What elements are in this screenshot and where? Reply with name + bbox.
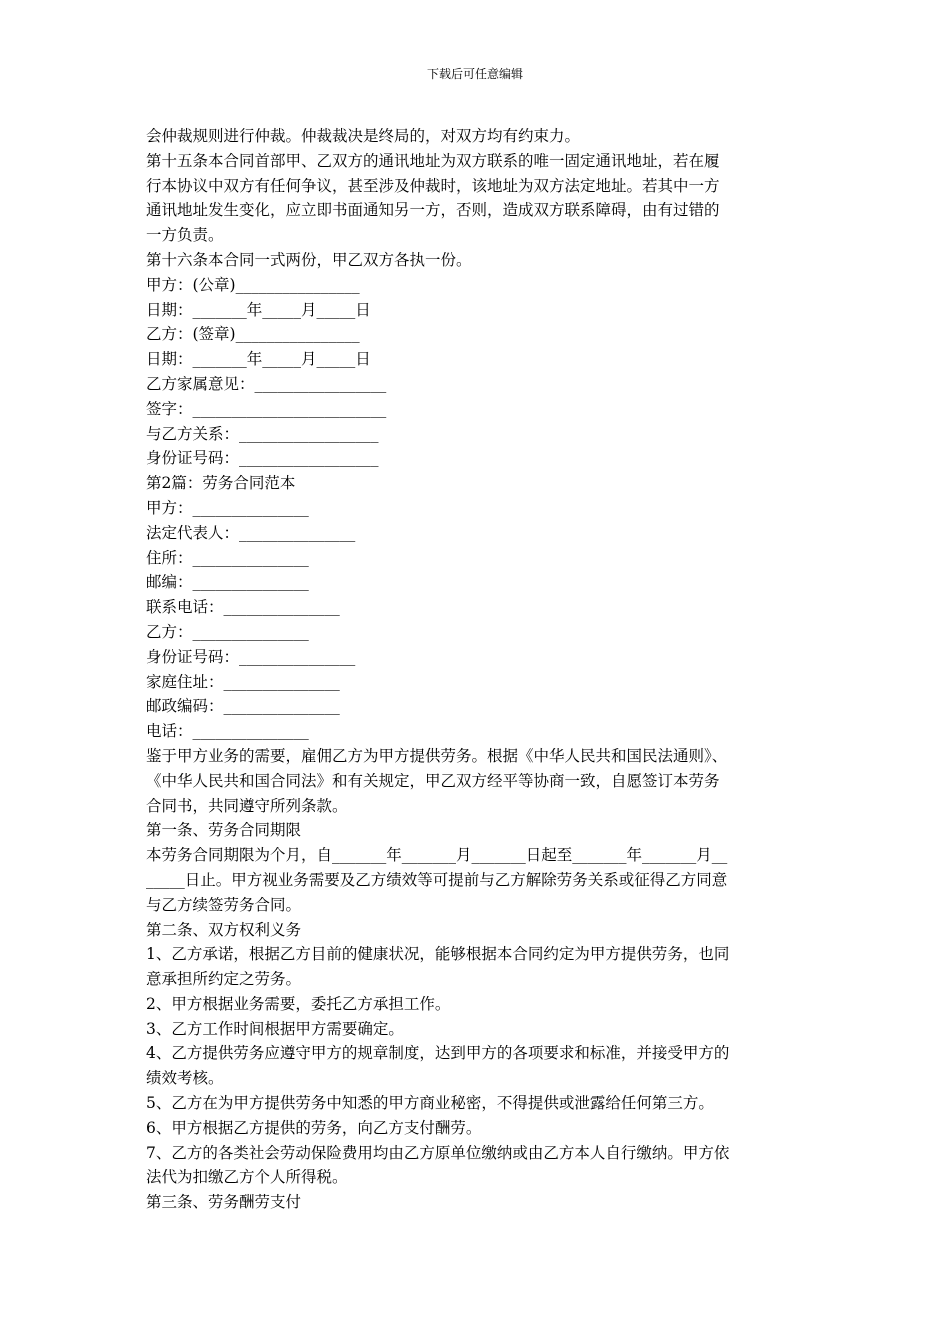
text-line: 乙方家属意见：_________________ (146, 374, 387, 393)
text-line: 绩效考核。 (146, 1069, 224, 1088)
text-line: 身份证号码：_______________ (146, 647, 356, 666)
text-line: 联系电话：_______________ (146, 598, 340, 617)
text-line: 邮编：_______________ (146, 573, 309, 592)
text-line: 1、乙方承诺，根据乙方目前的健康状况，能够根据本合同约定为甲方提供劳务，也同 (146, 945, 730, 964)
text-line: 法代为扣缴乙方个人所得税。 (146, 1168, 348, 1187)
text-line: 5、乙方在为甲方提供劳务中知悉的甲方商业秘密，不得提供或泄露给任何第三方。 (146, 1094, 714, 1113)
text-line: 日期：_______年_____月_____日 (146, 350, 371, 369)
text-line: 第2篇：劳务合同范本 (146, 474, 296, 493)
page-header-note: 下载后可任意编辑 (426, 67, 523, 81)
text-line: 邮政编码：_______________ (146, 697, 340, 716)
text-line: 第三条、劳务酬劳支付 (146, 1193, 302, 1212)
text-line: 家庭住址：_______________ (146, 672, 340, 691)
text-line: 本劳务合同期限为个月，自_______年_______月_______日起至_______年_______月__ (146, 846, 728, 865)
text-line: 一方负责。 (146, 226, 224, 245)
text-line: 第十五条本合同首部甲、乙双方的通讯地址为双方联系的唯一固定通讯地址，若在履 (146, 151, 720, 170)
text-line: 7、乙方的各类社会劳动保险费用均由乙方原单位缴纳或由乙方本人自行缴纳。甲方依 (146, 1143, 730, 1162)
text-line: 行本协议中双方有任何争议，甚至涉及仲裁时，该地址为双方法定地址。若其中一方 (146, 176, 720, 195)
text-line: 身份证号码：__________________ (146, 449, 379, 468)
text-line: 鉴于甲方业务的需要，雇佣乙方为甲方提供劳务。根据《中华人民共和国民法通则》、 (146, 746, 728, 765)
text-line: 电话：_______________ (146, 722, 309, 741)
text-line: 通讯地址发生变化，应立即书面通知另一方，否则，造成双方联系障碍，由有过错的 (146, 201, 720, 220)
text-line: 日期：_______年_____月_____日 (146, 300, 371, 319)
text-line: 与乙方关系：__________________ (146, 424, 379, 443)
text-line: 住所：_______________ (146, 548, 309, 567)
text-line: 法定代表人：_______________ (146, 523, 356, 542)
text-line: 2、甲方根据业务需要，委托乙方承担工作。 (146, 994, 451, 1013)
text-line: 合同书，共同遵守所列条款。 (146, 796, 348, 815)
text-line: 第十六条本合同一式两份，甲乙双方各执一份。 (146, 250, 472, 269)
text-line: 6、甲方根据乙方提供的劳务，向乙方支付酬劳。 (146, 1118, 482, 1137)
text-line: 第二条、双方权利义务 (146, 920, 302, 939)
text-line: 《中华人民共和国合同法》和有关规定，甲乙双方经平等协商一致，自愿签订本劳务 (146, 771, 720, 790)
text-line: 会仲裁规则进行仲裁。仲裁裁决是终局的，对双方均有约束力。 (146, 127, 581, 145)
document-body (146, 124, 816, 1215)
text-line: 乙方：(签章)________________ (146, 325, 360, 344)
text-line: 4、乙方提供劳务应遵守甲方的规章制度，达到甲方的各项要求和标准，并接受甲方的 (146, 1044, 730, 1063)
text-line: 甲方：(公章)________________ (146, 275, 360, 294)
text-line: _____日止。甲方视业务需要及乙方绩效等可提前与乙方解除劳务关系或征得乙方同意 (146, 870, 728, 889)
text-line: 意承担所约定之劳务。 (146, 970, 302, 989)
text-line: 3、乙方工作时间根据甲方需要确定。 (146, 1019, 404, 1038)
text-line: 签字：_________________________ (146, 399, 387, 418)
text-line: 甲方：_______________ (146, 498, 309, 517)
text-line: 乙方：_______________ (146, 622, 309, 641)
text-line: 与乙方续签劳务合同。 (146, 895, 302, 914)
text-line: 第一条、劳务合同期限 (146, 821, 302, 840)
